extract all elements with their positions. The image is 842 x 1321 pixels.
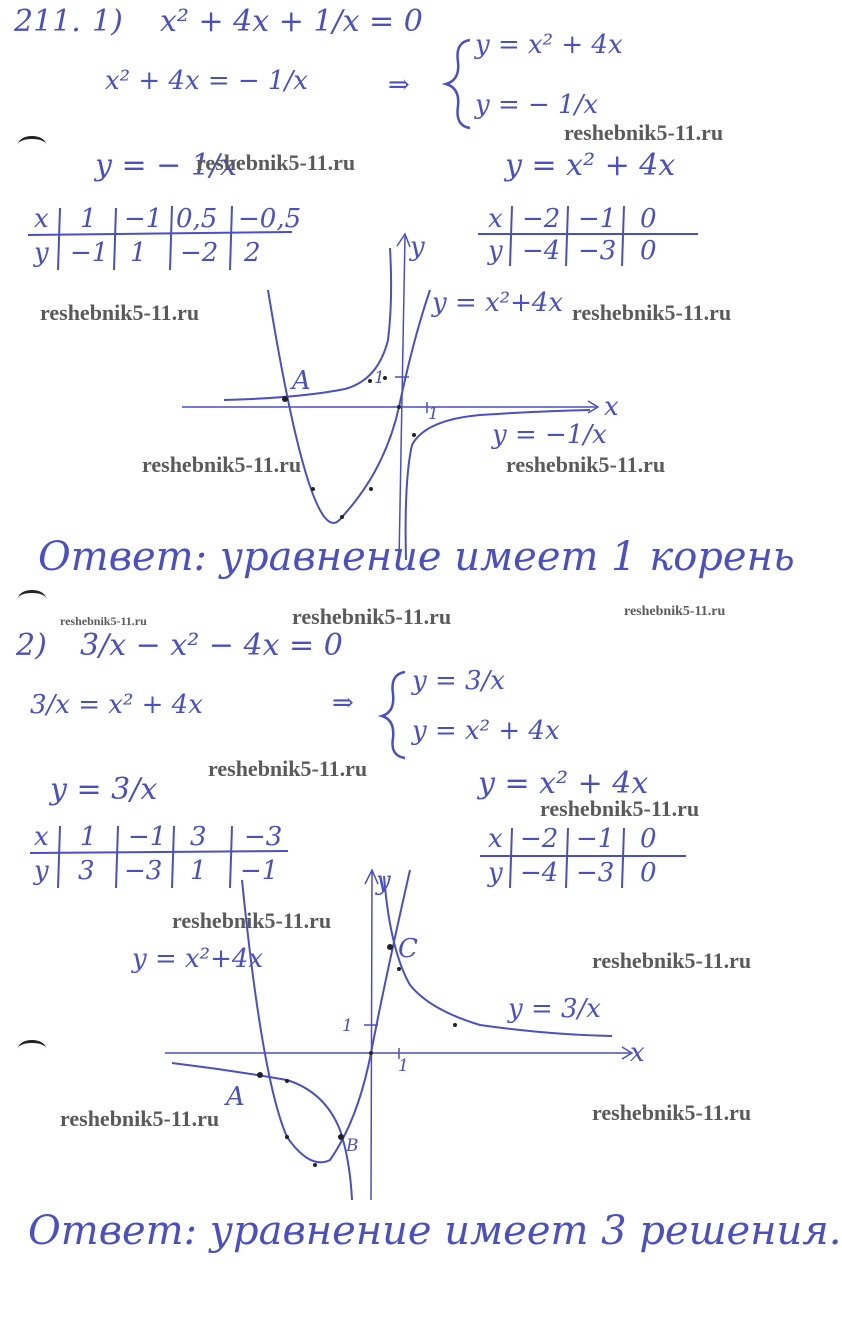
plot-point [453, 1023, 457, 1027]
part2-func1-label: y = 3/x [50, 772, 158, 807]
point-A-label: A [292, 366, 311, 396]
part2-number: 2) [16, 628, 47, 663]
watermark: reshebnik5-11.ru [592, 948, 752, 973]
part2-func2-label: y = x² + 4x [478, 766, 649, 801]
problem-number: 211. [14, 4, 81, 39]
part1-number: 1) [92, 4, 123, 39]
implies-arrow: ⇒ [388, 70, 410, 100]
table-cell: y [34, 238, 49, 268]
table-cell: 3 [78, 856, 95, 886]
part1-answer: Ответ: уравнение имеет 1 корень [38, 534, 795, 580]
watermark: reshebnik5-11.ru [208, 756, 368, 781]
system-brace [382, 672, 405, 758]
table-cell: −2 [522, 204, 561, 234]
part2-system-eq2: y = x² + 4x [412, 716, 560, 746]
table-cell: −1 [70, 238, 109, 268]
table-cell: y [488, 236, 503, 266]
x-unit-label: 1 [398, 1056, 409, 1076]
part2-equation-transformed: 3/x = x² + 4x [30, 690, 203, 720]
y-unit-label: 1 [374, 368, 385, 388]
table-cell: −1 [240, 856, 279, 886]
table-cell: 0 [640, 204, 657, 234]
watermark: reshebnik5-11.ru [292, 604, 452, 629]
part1-equation: x² + 4x + 1/x = 0 [160, 4, 423, 39]
plot-point [313, 1163, 317, 1167]
part1-system-eq1: y = x² + 4x [475, 30, 623, 60]
part2-answer: Ответ: уравнение имеет 3 решения. [28, 1208, 842, 1254]
watermark: reshebnik5-11.ru [142, 452, 302, 477]
plot-point [397, 967, 401, 971]
table-cell: −2 [520, 824, 559, 854]
implies-arrow: ⇒ [332, 688, 354, 718]
watermark: reshebnik5-11.ru [40, 300, 200, 325]
part1-func1-label: y = − 1/x [95, 148, 237, 183]
hyperbola-label: y = −1/x [492, 420, 607, 450]
point-A-label: A [226, 1082, 245, 1112]
table-cell: 1 [190, 856, 207, 886]
watermark: reshebnik5-11.ru [506, 452, 666, 477]
x-axis-label: x [604, 392, 619, 422]
table-cell: −3 [244, 822, 283, 852]
table-cell: 1 [130, 238, 147, 268]
plot-point [311, 487, 315, 491]
table-cell: −0,5 [238, 204, 302, 234]
watermark: reshebnik5-11.ru [592, 1100, 752, 1125]
point-B-label: B [346, 1136, 359, 1156]
plot-point [397, 405, 401, 409]
table-cell: 0,5 [176, 204, 218, 234]
table-cell: 0 [640, 858, 657, 888]
table-cell: 0 [640, 236, 657, 266]
table-cell: 2 [244, 238, 261, 268]
table-cell: −1 [576, 824, 615, 854]
y-axis-label: y [410, 232, 425, 262]
table-cell: x [34, 822, 49, 852]
point-A [282, 396, 288, 402]
x-axis-label: x [630, 1038, 645, 1068]
plot-point [412, 433, 416, 437]
part1-graph [182, 234, 598, 560]
point-C [387, 944, 393, 950]
table-cell: −3 [576, 858, 615, 888]
watermark: reshebnik5-11.ru [60, 1106, 220, 1131]
table-cell: −1 [578, 204, 617, 234]
watermark: reshebnik5-11.ru [624, 604, 726, 619]
watermark: reshebnik5-11.ru [172, 908, 332, 933]
watermark: reshebnik5-11.ru [572, 300, 732, 325]
plot-point [368, 379, 372, 383]
table-cell: x [488, 204, 503, 234]
part1-system-eq2: y = − 1/x [475, 90, 599, 120]
parabola-label: y = x²+4x [432, 288, 564, 318]
system-brace [446, 40, 470, 128]
y-axis-label: y [376, 866, 391, 896]
plot-point [285, 1079, 289, 1083]
table-cell: −1 [128, 822, 167, 852]
table-cell: y [488, 858, 503, 888]
table-cell: y [34, 856, 49, 886]
watermark: reshebnik5-11.ru [60, 614, 147, 628]
table-cell: 3 [190, 822, 207, 852]
table-cell: 0 [640, 824, 657, 854]
part2-equation: 3/x − x² − 4x = 0 [80, 628, 343, 663]
point-C-label: C [398, 934, 418, 964]
y-axis-arrow [397, 234, 410, 247]
table-cell: 1 [80, 204, 97, 234]
watermark: reshebnik5-11.ru [196, 150, 356, 175]
parabola-label: y = x²+4x [132, 944, 264, 974]
point-A [257, 1072, 263, 1078]
y-unit-label: 1 [342, 1016, 353, 1036]
part1-equation-transformed: x² + 4x = − 1/x [105, 66, 308, 96]
hyperbola-label: y = 3/x [508, 994, 601, 1024]
plot-point [369, 1051, 373, 1055]
plot-point [340, 515, 344, 519]
table-cell: 1 [80, 822, 97, 852]
watermark: reshebnik5-11.ru [540, 796, 700, 821]
plot-point [369, 487, 373, 491]
table-cell: −2 [180, 238, 219, 268]
table-cell: x [488, 824, 503, 854]
table-cell: −3 [124, 856, 163, 886]
part2-system-eq1: y = 3/x [412, 666, 505, 696]
x-unit-label: 1 [428, 404, 439, 424]
table-cell: −1 [124, 204, 163, 234]
plot-point [285, 1135, 289, 1139]
table-cell: −3 [578, 236, 617, 266]
part1-func2-label: y = x² + 4x [505, 148, 676, 183]
y-axis [371, 872, 372, 1200]
watermark: reshebnik5-11.ru [564, 120, 724, 145]
point-B [338, 1134, 344, 1140]
table-cell: −4 [522, 236, 561, 266]
table-cell: −4 [520, 858, 559, 888]
table-cell: x [34, 204, 49, 234]
